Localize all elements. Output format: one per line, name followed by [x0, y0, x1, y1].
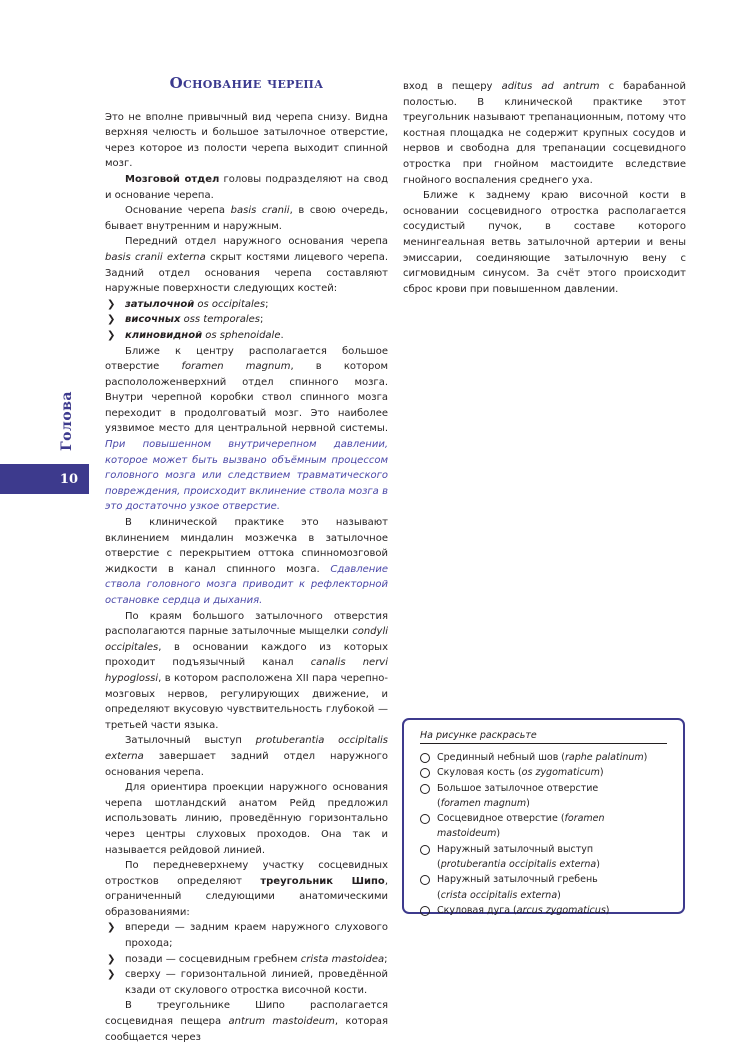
- page-number: 10: [59, 471, 78, 487]
- left-column: [105, 76, 388, 1045]
- paragraph-5: [105, 344, 388, 516]
- task-item[interactable]: [420, 903, 667, 918]
- list-item: [105, 952, 388, 968]
- task-text: (: [437, 797, 441, 809]
- section-label: [54, 386, 80, 456]
- checkbox-circle-icon[interactable]: [420, 768, 430, 778]
- task-text: Наружный затылочный выступ: [437, 843, 594, 855]
- task-text-end: ): [605, 904, 610, 916]
- task-item[interactable]: [420, 872, 667, 887]
- task-latin: crista occipitalis externa: [440, 889, 558, 901]
- page-number-tab: [0, 464, 89, 494]
- chevron-right-icon: ❯: [107, 298, 116, 310]
- task-text: Сосцевидное отверстие (: [437, 813, 565, 825]
- p5-latin: foramen magnum: [181, 361, 291, 373]
- p10-b: , ограниченный следующими анатомическими образованиями:: [105, 875, 388, 918]
- task-text: Скуловая дуга (: [437, 904, 517, 916]
- list-item-bold: височных: [125, 314, 181, 326]
- coloring-task-box: [402, 718, 685, 914]
- p5-b: , в котором распололоженверхний отдел спинного мозга. Внутри черепной коробки ствол спинного мозга переходит в продолговатый мозг. Это наиболее уязвимое место для центральной нервной системы.: [105, 361, 388, 435]
- checkbox-circle-icon[interactable]: [420, 906, 430, 916]
- task-text: Скуловая кость (: [437, 767, 522, 779]
- list-item: [105, 967, 388, 998]
- paragraph-9: Для ориентира проекции наружного основания черепа шотландский анатом Рейд предложил использовать линию, проведённую горизонтально через центры слуховых проходов. Она так и называется рейдовой линией.: [105, 782, 388, 856]
- p11-a: В треугольнике Шипо располагается сосцевидная пещера: [105, 1000, 388, 1028]
- p4-b: скрыт костями лицевого черепа. Задний отдел основания черепа составляют наружные поверхности следующих костей:: [105, 251, 389, 295]
- task-item-continuation: [420, 796, 667, 811]
- list-item-text: сверху — горизонтальной линией, проведённой кзади от скулового отростка височной кости.: [125, 969, 388, 996]
- list-item: [105, 328, 388, 344]
- list-item-end: ;: [265, 298, 269, 310]
- list-item-text: впереди — задним краем наружного слухового прохода;: [125, 922, 388, 950]
- list-item-end: ;: [384, 953, 388, 965]
- paragraph-2-bold: Мозговой отдел: [125, 173, 220, 185]
- paragraph-2: [105, 172, 388, 203]
- list-item-latin: crista mastoidea: [300, 953, 385, 965]
- p5-a: Ближе к центру располагается большое отверстие: [105, 345, 388, 373]
- right-paragraph-1: [403, 79, 686, 188]
- list-item-bold: затылочной: [125, 298, 195, 310]
- list-item-latin: oss temporales: [180, 314, 260, 326]
- list-item: [105, 297, 388, 313]
- task-text-end: ): [643, 752, 648, 763]
- task-latin: foramen magnum: [440, 797, 527, 809]
- list-item: [105, 920, 388, 951]
- task-text: Наружный затылочный гребень: [437, 874, 598, 886]
- p7-b: , в основании каждого из которых проходит подъязычный канал: [105, 641, 388, 669]
- p7-a: По краям большого затылочного отверстия располагаются парные затылочные мыщелки: [105, 610, 388, 638]
- coloring-task-title: На рисунке раскрасьте: [420, 730, 667, 744]
- p6-a: В клинической практике это называют вклинением миндалин мозжечка в затылочное отверстие с перекрытием оттока спинномозговой жидкости в канал спинного мозга.: [105, 517, 388, 575]
- chevron-right-icon: ❯: [107, 314, 116, 326]
- chevron-right-icon: ❯: [107, 969, 116, 981]
- list-item-end: ;: [259, 314, 264, 326]
- checkbox-circle-icon[interactable]: [420, 845, 430, 855]
- list-item-text: позади — сосцевидным гребнем: [125, 953, 301, 965]
- checkbox-circle-icon[interactable]: [420, 784, 430, 794]
- task-item[interactable]: [420, 750, 667, 765]
- list-item-end: .: [280, 329, 284, 341]
- chevron-right-icon: ❯: [107, 922, 116, 934]
- paragraph-3: [105, 203, 388, 234]
- p7-c: , в котором расположена XII пара черепно-мозговых нервов, регулирующих движение, и определяют вкусовую чувствительность глубокой — третьей части языка.: [105, 672, 388, 731]
- task-text-end: ): [557, 889, 561, 901]
- task-text: Большое затылочное отверстие: [437, 782, 599, 794]
- task-text: (: [437, 859, 441, 871]
- task-latin: os zygomaticum: [521, 767, 600, 779]
- paragraph-2-text: головы подразделяют на свод и основание черепа.: [105, 173, 388, 201]
- p6-highlight: Сдавление ствола головного мозга приводит к рефлекторной остановке сердца и дыхания.: [105, 563, 388, 606]
- p3-a: Основание черепа: [125, 205, 231, 217]
- task-text: (: [437, 889, 441, 901]
- checkbox-circle-icon[interactable]: [420, 814, 430, 824]
- paragraph-7: [105, 609, 388, 734]
- chevron-right-icon: ❯: [107, 329, 116, 341]
- section-label-text: Голова: [59, 390, 76, 452]
- p3-b: , в свою очередь, бывает внутренним и наружным.: [105, 205, 389, 232]
- p4-latin: basis cranii externa: [105, 251, 206, 263]
- p7-latin-1: condyli occipitales: [105, 626, 388, 653]
- bones-list: [105, 297, 388, 344]
- p8-b: завершает задний отдел наружного основания черепа.: [105, 750, 388, 778]
- p4-a: Передний отдел наружного основания черепа: [125, 236, 388, 248]
- p8-a: Затылочный выступ: [125, 735, 256, 747]
- task-latin: arcus zygomaticus: [516, 904, 606, 916]
- task-item[interactable]: [420, 842, 667, 857]
- coloring-task-list: [420, 750, 667, 918]
- p10-bold: треугольник Шипо: [260, 875, 385, 887]
- task-item-continuation: [420, 857, 667, 872]
- page-title: Основание черепа: [169, 74, 324, 92]
- right-column: [403, 79, 686, 297]
- triangle-list: [105, 920, 388, 998]
- p11-b: , которая сообщается через: [105, 1016, 389, 1043]
- task-item-continuation: [420, 888, 667, 903]
- list-item-latin: os sphenoidale: [202, 329, 281, 341]
- p3-latin: basis cranii: [230, 205, 290, 217]
- p7-latin-2: canalis nervi hypoglossi: [105, 657, 388, 684]
- task-item[interactable]: [420, 765, 667, 780]
- checkbox-circle-icon[interactable]: [420, 753, 430, 763]
- task-item[interactable]: [420, 811, 667, 842]
- p10-a: По передневерхнему участку сосцевидных отростков определяют: [105, 860, 388, 887]
- r1-a: вход в пещеру: [403, 81, 502, 92]
- paragraph-8: [105, 733, 388, 780]
- paragraph-4: [105, 234, 388, 296]
- paragraph-10: [105, 858, 388, 920]
- task-latin: foramen mastoideum: [437, 813, 605, 840]
- list-item: [105, 312, 388, 328]
- checkbox-circle-icon[interactable]: [420, 875, 430, 885]
- p11-latin: antrum mastoideum: [228, 1016, 335, 1028]
- paragraph-11: [105, 998, 388, 1045]
- task-latin: protuberantia occipitalis externa: [440, 859, 597, 871]
- p5-highlight: При повышенном внутричерепном давлении, которое может быть вызвано объёмным процессом головного мозга или следствием травматического повреждения, происходит вклинение ствола мозга в это достаточно узкое отверстие.: [105, 439, 388, 513]
- task-text-end: ): [496, 828, 501, 840]
- p8-latin: protuberantia occipitalis externa: [105, 735, 388, 762]
- r1-b: с барабанной полостью. В клинической практике этот треугольник называют трепанационным, потому что костная площадка не содержит крупных сосудов и нервов и свободна для трепанации сосцевидного отростка при гнойном мастоидите вследствие гнойного воспаления среднего уха.: [403, 81, 686, 186]
- task-text-end: ): [599, 767, 604, 779]
- right-paragraph-2: Ближе к заднему краю височной кости в основании сосцевидного отростка располагается сосудистый пучок, в составе которого менингеальная ветвь затылочной артерии и вены эмиссарии, соединяющие затылочную вену с сигмовидным синусом. За счёт этого происходит сброс крови при повышенном давлении.: [403, 190, 686, 295]
- task-latin: raphe palatinum: [565, 752, 644, 763]
- list-item-bold: клиновидной: [125, 329, 203, 341]
- list-item-latin: os occipitales: [194, 298, 266, 310]
- task-text-end: ): [526, 797, 530, 809]
- chevron-right-icon: ❯: [107, 953, 116, 965]
- task-text: Срединный небный шов (: [437, 752, 566, 763]
- task-item[interactable]: [420, 781, 667, 796]
- task-text-end: ): [596, 859, 600, 871]
- paragraph-1: Это не вполне привычный вид черепа снизу. Видна верхняя челюсть и большое затылочное отверстие, через которое из полости черепа выходит спинной мозг.: [105, 111, 388, 170]
- r1-latin: aditus ad antrum: [501, 81, 600, 92]
- paragraph-6: [105, 515, 388, 609]
